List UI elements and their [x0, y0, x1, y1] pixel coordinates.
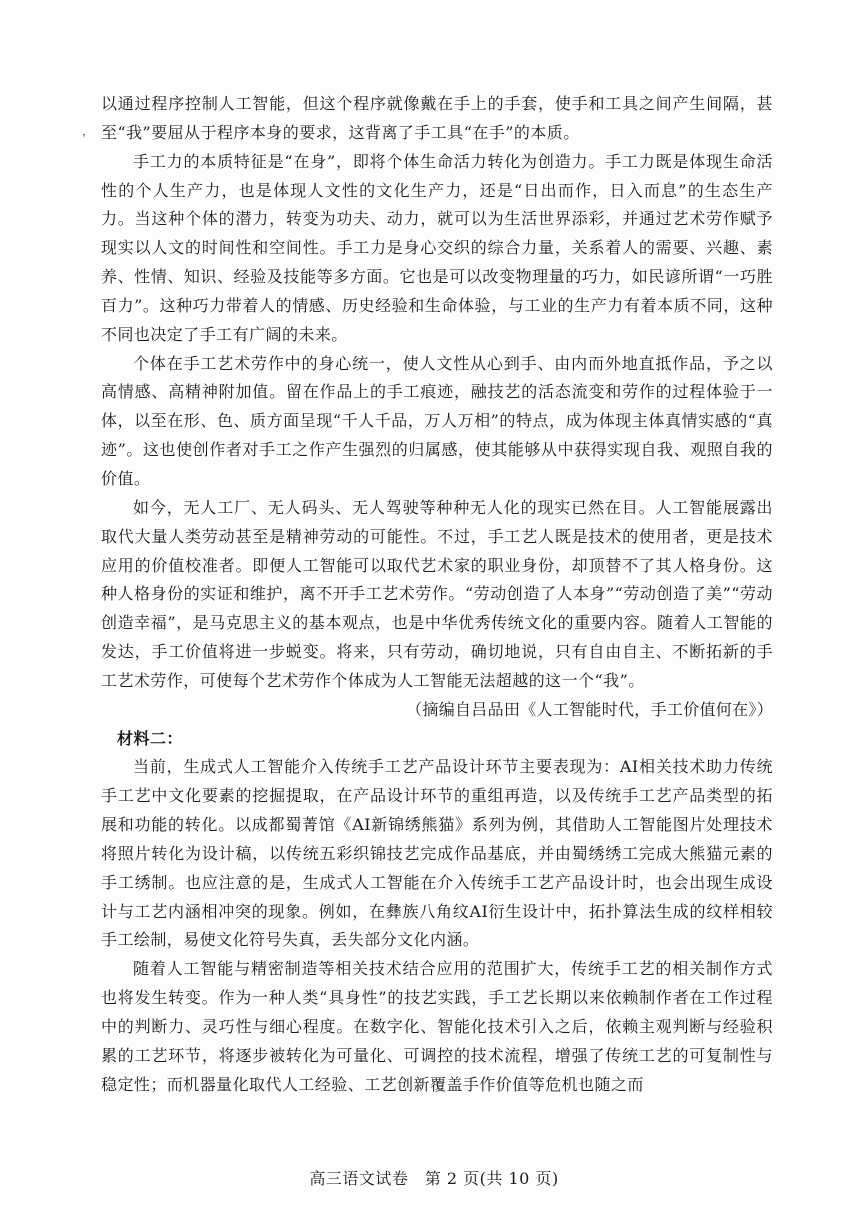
page-footer: 高三语文试卷 第 2 页(共 10 页): [309, 1169, 559, 1188]
article-body: [101, 90, 773, 1100]
paragraph-6: 随着人工智能与精密制造等相关技术结合应用的范围扩大，传统手工艺的相关制作方式也将发生转变。作为一种人类“具身性”的技艺实践，手工艺长期以来依赖制作者在工作过程中的判断力、灵巧性与细心程度。在数字化、智能化技术引入之后，依赖主观判断与经验积累的工艺环节，将逐步被转化为可量化、可调控的技术流程，增强了传统工艺的可复制性与稳定性；而机器量化取代人工经验、工艺创新覆盖手作价值等危机也随之而: [101, 959, 773, 1094]
material-two-heading: 材料二：: [117, 728, 183, 748]
margin-mark: ，: [82, 124, 95, 138]
paragraph-3: 个体在手工艺术劳作中的身心统一，使人文性从心到手、由内而外地直抵作品，予之以高情感、高精神附加值。留在作品上的手工痕迹，融技艺的活态流变和劳作的过程体验于一体，以至在形、色、质方面呈现“千人千品，万人万相”的特点，成为体现主体真情实感的“真迹”。这也使创作者对手工之作产生强烈的归属感，使其能够从中获得实现自我、观照自我的价值。: [101, 353, 773, 488]
source-citation: （摘编自吕品田《人工智能时代，手工价值何在》）: [406, 699, 773, 719]
paragraph-5: 当前，生成式人工智能介入传统手工艺产品设计环节主要表现为：AI相关技术助力传统手工艺中文化要素的挖掘提取，在产品设计环节的重组再造，以及传统手工艺产品类型的拓展和功能的转化。以成都蜀菁馆《AI新锦绣熊猫》系列为例，其借助人工智能图片处理技术将照片转化为设计稿，以传统五彩织锦技艺完成作品基底，并由蜀绣绣工完成大熊猫元素的手工绣制。也应注意的是，生成式人工智能在介入传统手工艺产品设计时，也会出现生成设计与工艺内涵相冲突的现象。例如，在彝族八角纹AI衍生设计中，拓扑算法生成的纹样相较手工绘制，易使文化符号失真，丢失部分文化内涵。: [101, 757, 773, 950]
paragraph-4: 如今，无人工厂、无人码头、无人驾驶等种种无人化的现实已然在目。人工智能展露出取代大量人类劳动甚至是精神劳动的可能性。不过，手工艺人既是技术的使用者，更是技术应用的价值校准者。即便人工智能可以取代艺术家的职业身份，却顶替不了其人格身份。这种人格身份的实证和维护，离不开手工艺术劳作。“劳动创造了人本身”“劳动创造了美”“劳动创造幸福”，是马克思主义的基本观点，也是中华优秀传统文化的重要内容。随着人工智能的发达，手工价值将进一步蜕变。将来，只有劳动，确切地说，只有自由自主、不断拓新的手工艺术劳作，可使每个艺术劳作个体成为人工智能无法超越的这一个“我”。: [101, 497, 773, 690]
paragraph-2: 手工力的本质特征是“在身”，即将个体生命活力转化为创造力。手工力既是体现生命活性的个人生产力，也是体现人文性的文化生产力，还是“日出而作，日入而息”的生态生产力。当这种个体的潜力，转变为功夫、动力，就可以为生活世界添彩，并通过艺术劳作赋予现实以人文的时间性和空间性。手工力是身心交织的综合力量，关系着人的需要、兴趣、素养、性情、知识、经验及技能等多方面。它也是可以改变物理量的巧力，如民谚所谓“一巧胜百力”。这种巧力带着人的情感、历史经验和生命体验，与工业的生产力有着本质不同，这种不同也决定了手工有广阔的未来。: [101, 151, 773, 344]
paragraph-1: 以通过程序控制人工智能，但这个程序就像戴在手上的手套，使手和工具之间产生间隔，甚至“我”要屈从于程序本身的要求，这背离了手工具“在手”的本质。: [101, 94, 773, 142]
